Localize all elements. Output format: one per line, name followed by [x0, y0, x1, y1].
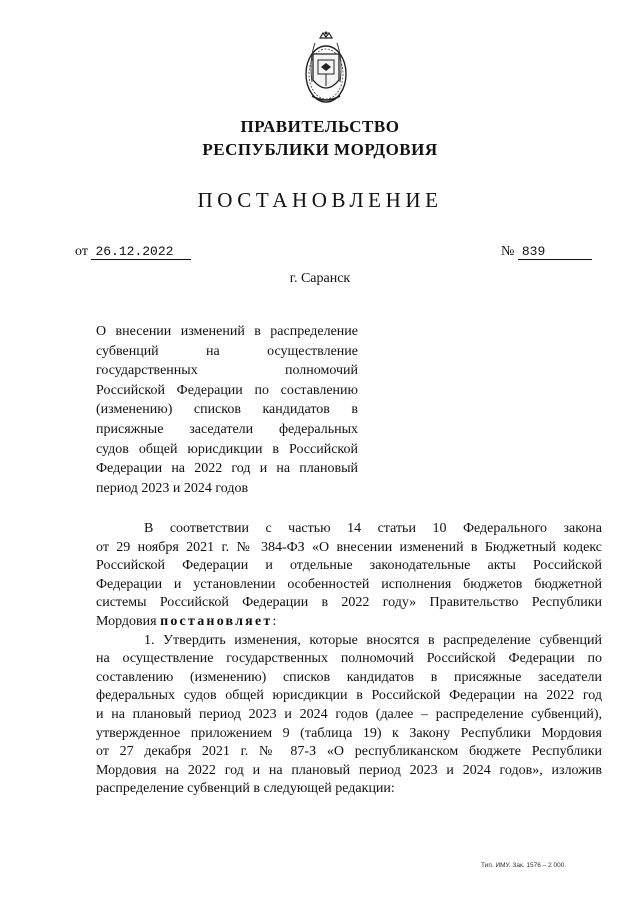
republic-title: РЕСПУБЛИКИ МОРДОВИЯ: [202, 140, 438, 159]
paragraph-line: 1. Утвердить изменения, которые вносятся в распределение субвенций: [144, 632, 602, 648]
subject-block: [96, 322, 358, 498]
paragraph-line: Федерации и установлении особенностей исполнения бюджетов бюджетной: [96, 576, 602, 592]
paragraph-line: составлению (изменению) списков кандидатов в присяжные заседатели: [96, 669, 602, 685]
number-prefix: №: [501, 244, 515, 259]
subject-line: Федерации на 2022 год и на плановый: [96, 461, 358, 477]
paragraph-line: Мордовия на 2022 год и на плановый период 2023 и 2024 годов», изложив: [96, 762, 602, 778]
subject-line: государственных полномочий: [96, 363, 358, 379]
paragraph-line: утвержденное приложением 9 (таблица 19) к Закону Республики Мордовия: [96, 725, 602, 741]
print-mark: Тип. ИМУ. Зак. 1576 – 2 000.: [481, 862, 567, 869]
subject-line: О внесении изменений в распределение: [96, 324, 358, 339]
paragraph-line: федеральных судов общей юрисдикции в Российской Федерации на 2022 год: [96, 688, 602, 704]
paragraph-line: распределение субвенций в следующей редакции:: [96, 781, 395, 797]
coat-of-arms-emblem: [303, 30, 349, 106]
paragraph-line: на осуществление государственных полномочий Российской Федерации по: [96, 651, 602, 667]
subject-line: присяжные заседатели федеральных: [96, 421, 358, 437]
paragraph-line: [96, 613, 602, 632]
number-value: 839: [518, 245, 592, 260]
paragraph-line: от 27 декабря 2021 г. № 87-З «О республиканском бюджете Республики: [96, 744, 602, 760]
subject-line: период 2023 и 2024 годов: [96, 480, 249, 496]
date-prefix: от: [75, 244, 88, 259]
paragraph-tail: Мордовия: [96, 613, 161, 629]
paragraph-line: и на плановый период 2023 и 2024 годов (далее – распределение субвенций),: [96, 706, 602, 722]
subject-line: судов общей юрисдикции в Российской: [96, 441, 358, 457]
paragraph-line: системы Российской Федерации в 2022 году» Правительство Республики: [96, 595, 602, 611]
paragraph-line: от 29 ноября 2021 г. № 384-ФЗ «О внесении изменений в Бюджетный кодекс: [96, 539, 602, 555]
city-label: г. Саранск: [289, 271, 351, 286]
document-number: [501, 244, 592, 260]
government-title: ПРАВИТЕЛЬСТВО: [240, 117, 400, 136]
paragraph-colon: :: [272, 613, 277, 629]
body-text: [96, 520, 602, 799]
paragraph-line: В соответствии с частью 14 статьи 10 Федерального закона: [144, 521, 602, 536]
document-date: [75, 244, 191, 260]
subject-line: субвенций на осуществление: [96, 343, 358, 359]
paragraph-line: Российской Федерации и отдельные законодательные акты Российской: [96, 558, 602, 574]
subject-line: Российской Федерации по составлению: [96, 382, 358, 398]
document-type-heading: ПОСТАНОВЛЕНИЕ: [197, 188, 443, 212]
date-value: 26.12.2022: [91, 245, 191, 260]
resolve-keyword: постановляет: [160, 613, 273, 629]
subject-line: (изменению) списков кандидатов в: [96, 402, 358, 418]
